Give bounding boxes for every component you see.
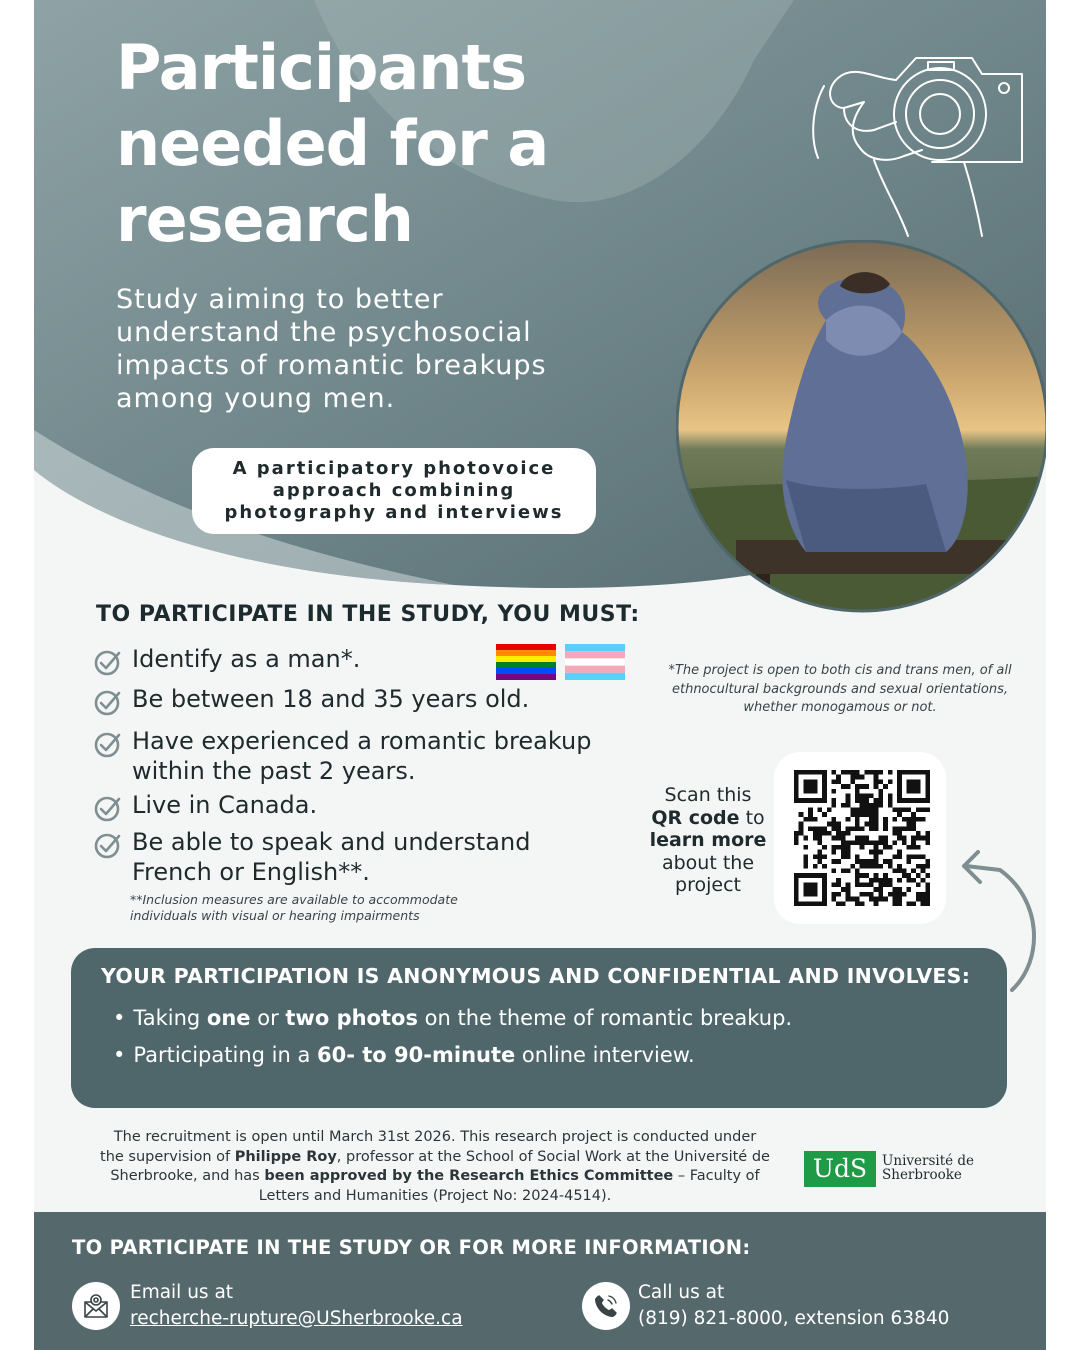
recruitment-text: The recruitment is open until March 31st 2026. This research project is conducted under the supervision of Philippe Roy, professor at the School of Social Work at the Université de Sherbrooke, and has been approved by the Research Ethics Committee – Faculty of Letters and Humanities (Project No: 2024-4514).	[100, 1129, 770, 1204]
qr-caption: Scan this QR code to learn more about the project	[649, 784, 767, 896]
email-contact: Email us at recherche-rupture@USherbrooke.ca	[130, 1280, 463, 1332]
check-icon	[94, 688, 122, 716]
email-link[interactable]: recherche-rupture@USherbrooke.ca	[130, 1308, 463, 1329]
list-item: • Taking one or two photos on the theme of romantic breakup.	[113, 1006, 793, 1030]
trans-flag	[565, 644, 625, 680]
contact-footer	[34, 1212, 1046, 1350]
poster: Participants needed for a research Study aiming to better understand the psychosocial impacts of romantic breakups among young men. A participatory photovoice approach combining photography and interviews TO PARTICIPATE IN THE STUDY, YOU MUST: Identify as a man*. Be between 18 and 35 years old. Have experienced a romantic breakup within the past 2 years. Live in Canada. Be able to speak and understand French or English**. **Inclusion measures are available to accommodate individuals with visual or hearing impairments *The project is open to both cis and trans men, of all ethnocultural backgrounds and sexual orientations, whether monogamous or not. Scan this QR code to learn more about the project YOUR PARTICIPATION IS ANONYMOUS AND CONFIDENTIAL AND INVOLVES: • Taking one or two photos on the theme of romantic breakup. • Participating in a 60- to 90-minute online interview. The recruitment is open until March 31st 2026. This research project is conducted under the supervision of Philippe Roy, professor at the School of Social Work at the Université de Sherbrooke, and has been approved by the Research Ethics Committee – Faculty of Letters and Humanities (Project No: 2024-4514). UdS Université de Sherbrooke TO PARTICIPATE IN THE STUDY OR FOR MORE INFORMATION: Email us at recherche-rupture@USherbrooke.ca Call us at (819) 821-8000, extension 63840	[34, 0, 1046, 1350]
participation-title: YOUR PARTICIPATION IS ANONYMOUS AND CONFIDENTIAL AND INVOLVES:	[101, 964, 971, 988]
university-logo: UdS	[804, 1151, 876, 1187]
check-icon	[94, 831, 122, 859]
university-name: Université de Sherbrooke	[882, 1153, 975, 1183]
phone-contact: Call us at (819) 821-8000, extension 63840	[638, 1280, 949, 1332]
check-icon	[94, 648, 122, 676]
phone-number[interactable]: (819) 821-8000, extension 63840	[638, 1308, 950, 1329]
requirements-title: TO PARTICIPATE IN THE STUDY, YOU MUST:	[96, 602, 640, 627]
footer-title: TO PARTICIPATE IN THE STUDY OR FOR MORE INFORMATION:	[72, 1236, 751, 1259]
qr-code-icon[interactable]	[794, 770, 930, 906]
inclusion-footnote: **Inclusion measures are available to accommodate individuals with visual or hearing impairments	[130, 892, 458, 923]
hero-photo	[676, 240, 1046, 620]
qr-card[interactable]	[774, 752, 946, 924]
method-badge: A participatory photovoice approach combining photography and interviews	[192, 448, 596, 534]
qr-modules	[794, 770, 930, 906]
check-icon	[94, 730, 122, 758]
check-icon	[94, 794, 122, 822]
phone-icon	[582, 1282, 630, 1330]
list-item: • Participating in a 60- to 90-minute online interview.	[113, 1043, 695, 1067]
participation-box	[71, 948, 1007, 1108]
pride-flag	[496, 644, 556, 680]
subtitle: Study aiming to better understand the psychosocial impacts of romantic breakups among young men.	[116, 284, 547, 414]
email-icon	[72, 1282, 120, 1330]
eligibility-note: *The project is open to both cis and trans men, of all ethnocultural backgrounds and sexual orientations, whether monogamous or not.	[668, 663, 1012, 715]
page-title: Participants needed for a research	[116, 31, 549, 256]
camera-icon	[804, 38, 1034, 238]
